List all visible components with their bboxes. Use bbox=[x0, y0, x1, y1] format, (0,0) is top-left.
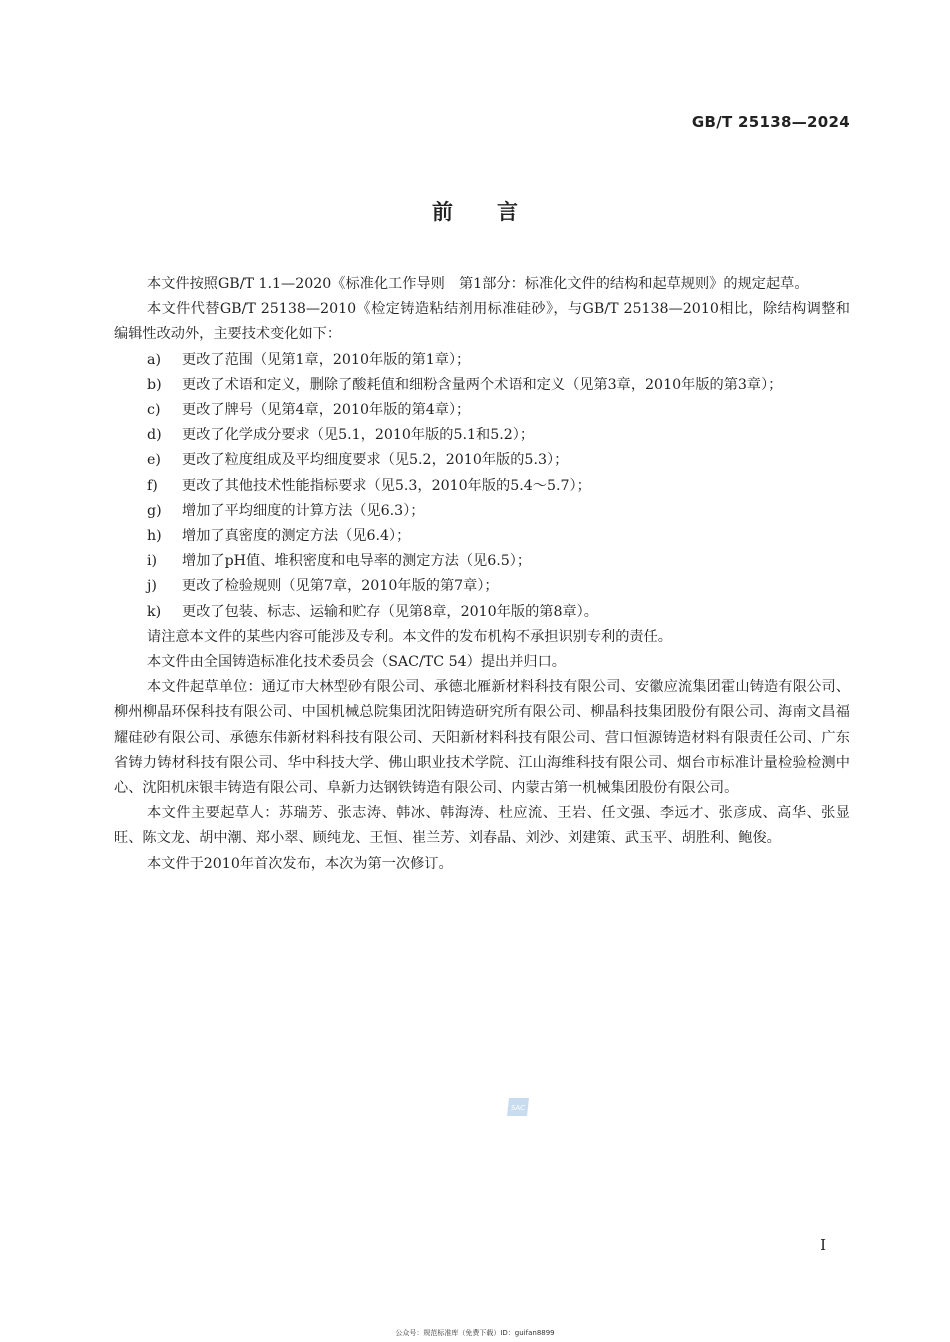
list-marker: k) bbox=[147, 603, 162, 620]
list-marker: d) bbox=[147, 427, 162, 444]
list-marker: b) bbox=[147, 376, 162, 393]
list-marker: j) bbox=[147, 578, 157, 595]
list-item bbox=[114, 398, 850, 423]
list-text: 更改了范围（见第1章，2010年版的第1章）； bbox=[182, 351, 471, 368]
changes-list bbox=[114, 348, 850, 625]
list-text: 更改了术语和定义，删除了酸耗值和细粉含量两个术语和定义（见第3章，2010年版的第3章）； bbox=[182, 376, 783, 393]
list-text: 增加了pH值、堆积密度和电导率的测定方法（见6.5）； bbox=[182, 553, 532, 570]
list-marker: h) bbox=[147, 528, 162, 545]
list-item bbox=[114, 549, 850, 574]
patent-notice: 请注意本文件的某些内容可能涉及专利。本文件的发布机构不承担识别专利的责任。 bbox=[147, 628, 672, 645]
list-item bbox=[114, 600, 850, 625]
foreword-body bbox=[114, 272, 850, 877]
list-text: 更改了化学成分要求（见5.1，2010年版的5.1和5.2）； bbox=[182, 427, 535, 444]
list-marker: f) bbox=[147, 477, 158, 494]
list-marker: e) bbox=[147, 452, 161, 469]
list-text: 增加了真密度的测定方法（见6.4）； bbox=[182, 528, 411, 545]
list-marker: a) bbox=[147, 351, 161, 368]
list-item bbox=[114, 373, 850, 398]
history-paragraph: 本文件于2010年首次发布，本次为第一次修订。 bbox=[147, 855, 453, 872]
list-text: 增加了平均细度的计算方法（见6.3）； bbox=[182, 502, 425, 519]
list-text: 更改了包装、标志、运输和贮存（见第8章，2010年版的第8章）。 bbox=[182, 603, 598, 620]
intro-paragraph: 本文件代替GB/T 25138—2010《检定铸造粘结剂用标准硅砂》，与GB/T 25138—2010相比，除结构调整和编辑性改动外，主要技术变化如下： bbox=[114, 301, 850, 343]
sac-watermark-logo bbox=[505, 1096, 531, 1118]
watermark-text: SAC bbox=[510, 1104, 526, 1112]
footer-note: 公众号：规范标准库（免费下载）ID：guifan8899 bbox=[395, 1329, 555, 1337]
list-item bbox=[114, 348, 850, 373]
list-item bbox=[114, 524, 850, 549]
standard-code: GB/T 25138—2024 bbox=[691, 113, 850, 131]
list-marker: i) bbox=[147, 553, 158, 570]
list-text: 更改了检验规则（见第7章，2010年版的第7章）； bbox=[182, 578, 499, 595]
list-marker: g) bbox=[147, 502, 162, 519]
page-number: I bbox=[820, 1236, 826, 1254]
list-item bbox=[114, 423, 850, 448]
list-item bbox=[114, 574, 850, 599]
drafting-units-paragraph: 本文件起草单位：通辽市大林型砂有限公司、承德北雁新材料科技有限公司、安徽应流集团霍山铸造有限公司、柳州柳晶环保科技有限公司、中国机械总院集团沈阳铸造研究所有限公司、柳晶科技集团股份有限公司、海南文昌福耀硅砂有限公司、承德东伟新材料科技有限公司、天阳新材料科技有限公司、营口恒源铸造材料有限责任公司、广东省铸力铸材科技有限公司、华中科技大学、佛山职业技术学院、江山海维科技有限公司、烟台市标准计量检验检测中心、沈阳机床银丰铸造有限公司、阜新力达钢铁铸造有限公司、内蒙古第一机械集团股份有限公司。 bbox=[114, 679, 850, 797]
list-marker: c) bbox=[147, 402, 161, 419]
drafters-paragraph: 本文件主要起草人：苏瑞芳、张志涛、韩冰、韩海涛、杜应流、王岩、任文强、李远才、张彦成、高华、张显旺、陈文龙、胡中潮、郑小翠、顾纯龙、王恒、崔兰芳、刘春晶、刘沙、刘建策、武玉平、胡胜利、鲍俊。 bbox=[114, 805, 850, 847]
list-text: 更改了粒度组成及平均细度要求（见5.2，2010年版的5.3）； bbox=[182, 452, 569, 469]
list-text: 更改了牌号（见第4章，2010年版的第4章）； bbox=[182, 402, 471, 419]
list-item bbox=[114, 474, 850, 499]
list-item bbox=[114, 448, 850, 473]
page-title: 前言 bbox=[432, 200, 562, 224]
proposer-paragraph: 本文件由全国铸造标准化技术委员会（SAC/TC 54）提出并归口。 bbox=[147, 654, 566, 671]
list-text: 更改了其他技术性能指标要求（见5.3，2010年版的5.4～5.7）； bbox=[182, 477, 591, 494]
list-item bbox=[114, 499, 850, 524]
intro-paragraph: 本文件按照GB/T 1.1—2020《标准化工作导则 第1部分：标准化文件的结构和起草规则》的规定起草。 bbox=[147, 276, 809, 292]
